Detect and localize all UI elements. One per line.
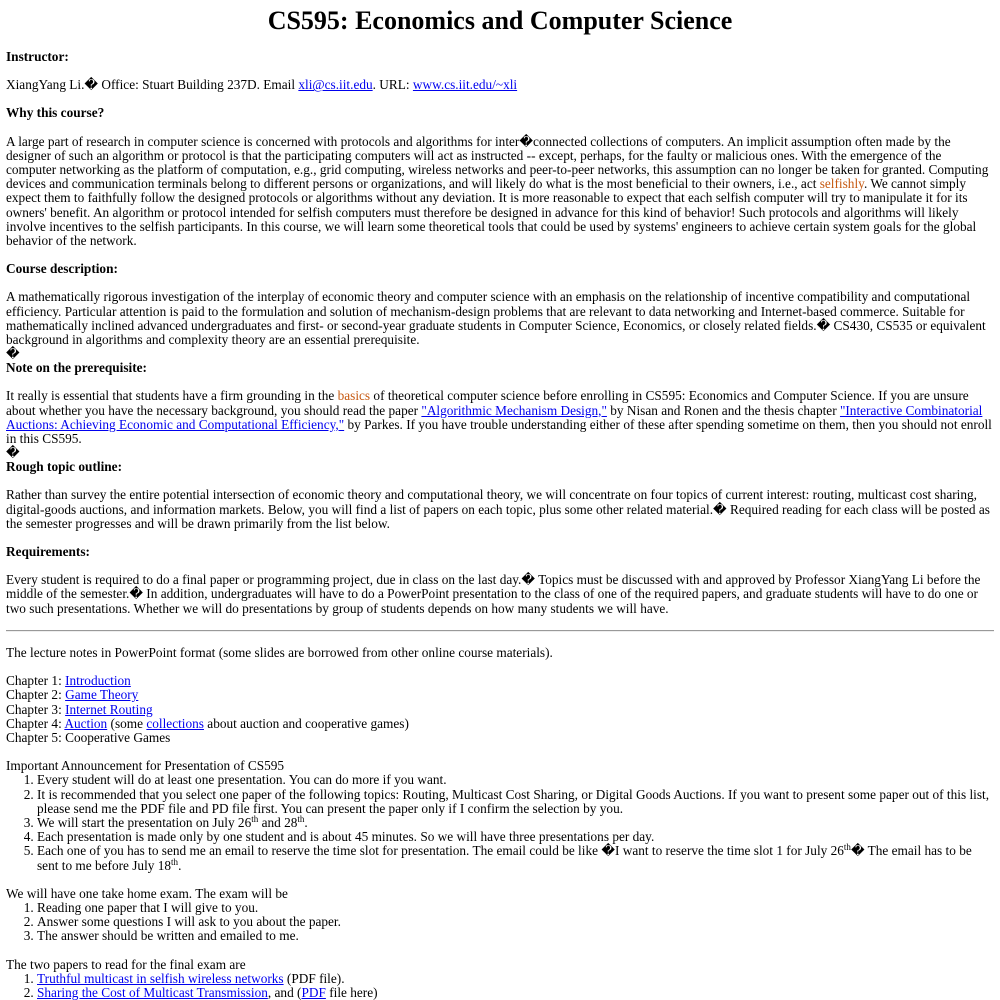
superscript: th — [171, 856, 179, 867]
chapter-item — [6, 674, 994, 688]
list-item: 1. Every student will do at least one presentation. You can do more if you want. — [37, 773, 994, 787]
list-item: 4. Each presentation is made only by one student and is about 45 minutes. So we will have three presentations per day. — [37, 830, 994, 844]
item-text: Each one of you has to send me an email to reserve the time slot for presentation. The email could be like �I want to reserve the time slot 1 for July 26 — [37, 843, 844, 859]
outline-paragraph: Rather than survey the entire potential intersection of economic theory and computational theory, we will concentrate on four topics of current interest: routing, multicast cost sharing, digital-goods auctions, and information markets. Below, you will find a list of papers on each topic, plus some other related material.� Required reading for each class will be posted as the semester progresses and will be drawn primarily from the list below. — [6, 487, 990, 531]
list-item: 1. Reading one paper that I will give to you. — [37, 901, 994, 915]
chapter-game-theory-link[interactable]: Game Theory — [65, 687, 139, 703]
algorithmic-mechanism-design-link[interactable]: "Algorithmic Mechanism Design," — [421, 402, 607, 418]
item-text: We will start the presentation on July 26 — [37, 814, 252, 830]
chapter-label: Chapter 1: — [6, 673, 66, 689]
instructor-url-link[interactable]: www.cs.iit.edu/~xli — [412, 77, 518, 93]
instructor-text: XiangYang Li.� Office: Stuart Building 237D. Email — [6, 77, 299, 93]
superscript: th — [297, 813, 305, 824]
chapter-item — [6, 703, 994, 717]
list-item: 2. Answer some questions I will ask to you about the paper. — [37, 915, 994, 929]
item-text: � The email has to be sent to me before July 18 — [37, 843, 972, 873]
list-item: 2. It is recommended that you select one paper of the following topics: Routing, Multicast Cost Sharing, or Digital Goods Auctions. If you want to present some paper out of this list, please send me the PDF file and PD file first. You can present the paper only if I confirm the selection by you. — [37, 788, 994, 816]
chapter-item — [6, 731, 994, 745]
prereq-text-1: It really is essential that students have a firm grounding in the — [6, 388, 338, 404]
announcement-heading: Important Announcement for Presentation of CS595 — [6, 758, 285, 774]
list-item — [37, 844, 994, 872]
description-paragraph: A mathematically rigorous investigation of the interplay of economic theory and computer science with an emphasis on the relationship of incentive compatibility and computational efficiency. Particular attention is paid to the formulation and solution of mechanism-design problems that are relevant to data networking and Internet-based commerce. Suitable for mathematically inclined advanced undergraduates and first- or second-year graduate students in Computer Science, Economics, or closely related fields.� CS430, CS535 or equivalent background in algorithms and complexity theory are an essential prerequisite. — [6, 289, 986, 348]
prereq-text-4: by Parkes. If you have trouble understanding either of these after spending sometime on them, then you should not enroll in this CS595. — [6, 416, 992, 447]
instructor-heading: Instructor: — [6, 49, 69, 64]
list-item — [37, 986, 994, 1000]
prereq-text-2: of theoretical computer science before enrolling in CS595: Economics and Computer Science. If you are unsure about whether you have the necessary background, you should read the paper — [6, 388, 969, 418]
truthful-multicast-link[interactable]: Truthful multicast in selfish wireless networks — [37, 970, 284, 986]
item-text: and 28 — [258, 814, 298, 830]
chapter-introduction-link[interactable]: Introduction — [65, 673, 131, 689]
requirements-paragraph: Every student is required to do a final paper or programming project, due in class on the last day.� Topics must be discussed with and approved by Professor XiangYang Li before the middle of the semester.� In addition, undergraduates will have to do a PowerPoint presentation to the class of one of the required papers, and graduate students will have to do one or two such presentations. Whether we will do presentations by group of students depends on how many students we will have. — [6, 572, 981, 616]
exam-heading: We will have one take home exam. The exam will be — [6, 885, 288, 901]
page-title: CS595: Economics and Computer Science — [267, 6, 733, 35]
stray-char-2: � — [6, 445, 20, 461]
instructor-email-link[interactable]: xli@cs.iit.edu — [298, 77, 373, 93]
section-divider — [6, 630, 994, 632]
chapter-auction-link[interactable]: Auction — [64, 715, 108, 731]
chapter-label: Chapter 4: — [6, 715, 65, 731]
papers-heading: The two papers to read for the final exam are — [6, 956, 246, 972]
item-text: . — [178, 857, 182, 873]
outline-heading: Rough topic outline: — [6, 459, 122, 475]
item-text: (PDF file). — [283, 970, 345, 986]
why-paragraph — [6, 135, 994, 249]
chapter-item — [6, 717, 994, 731]
item-text: file here) — [325, 984, 378, 1000]
why-heading: Why this course? — [6, 105, 105, 121]
instructor-url-label: . URL: — [372, 77, 413, 93]
chapter-text: (some — [107, 715, 147, 731]
why-text-1: A large part of research in computer science is concerned with protocols and algorithms for inter�connected collections of computers. An implicit assumption often made by the designer of such an algorithm or protocol is that the participating computers will act as instructed -- except, perhaps, for the faulty or malicious ones. With the emergence of the computer networking as the platform of computation, e.g., grid computing, wireless networks and peer-to-peer networks, this assumption can no longer be taken for granted. Computing devices and communication terminals belong to different persons or organizations, and will likely do what is the most beneficial to their owners, i.e., act — [6, 133, 989, 192]
basics-highlight: basics — [337, 388, 371, 404]
list-item — [37, 972, 994, 986]
chapter-list — [6, 674, 994, 745]
list-item: 3. The answer should be written and emailed to me. — [37, 929, 994, 943]
announcement-list — [6, 773, 994, 872]
sharing-cost-multicast-link[interactable]: Sharing the Cost of Multicast Transmission — [37, 984, 268, 1000]
selfishly-highlight: selfishly — [819, 176, 864, 192]
chapter-item — [6, 688, 994, 702]
chapter-text: about auction and cooperative games) — [203, 715, 409, 731]
superscript: th — [843, 842, 851, 853]
item-text: , and ( — [267, 984, 302, 1000]
papers-list — [6, 972, 994, 1000]
chapter-label: Chapter 3: — [6, 701, 66, 717]
pdf-link[interactable]: PDF — [301, 984, 326, 1000]
requirements-heading: Requirements: — [6, 544, 90, 560]
superscript: th — [251, 813, 259, 824]
collections-link[interactable]: collections — [146, 715, 204, 731]
lecture-notes-intro: The lecture notes in PowerPoint format (some slides are borrowed from other online course materials). — [6, 644, 553, 660]
description-heading: Course description: — [6, 261, 118, 277]
stray-char: � — [6, 346, 20, 362]
prereq-paragraph — [6, 389, 994, 446]
list-item — [37, 813, 994, 830]
interactive-combinatorial-auctions-link[interactable]: "Interactive Combinatorial Auctions: Achieving Economic and Computational Efficiency," — [6, 402, 983, 432]
instructor-info — [6, 78, 994, 92]
exam-list — [6, 901, 994, 944]
why-text-2: . We cannot simply expect them to faithfully follow the designed protocols or algorithms without any deviation. It is more reasonable to expect that each selfish computer will try to manipulate it for its owners' benefit. An algorithm or protocol intended for selfish computers must therefore be designed in advance for this kind of behavior! Such protocols and algorithms will likely involve incentives to the selfish participants. In this course, we will learn some theoretical tools that could be used by systems' engineers to achieve certain system goals for the global behavior of the network. — [6, 176, 977, 249]
chapter-internet-routing-link[interactable]: Internet Routing — [65, 701, 153, 717]
prereq-text-3: by Nisan and Ronen and the thesis chapter — [606, 402, 840, 418]
chapter-label: Chapter 2: — [6, 687, 66, 703]
chapter-label: Chapter 5: Cooperative Games — [6, 729, 171, 745]
item-text: . — [304, 814, 308, 830]
prereq-heading: Note on the prerequisite: — [6, 360, 147, 376]
